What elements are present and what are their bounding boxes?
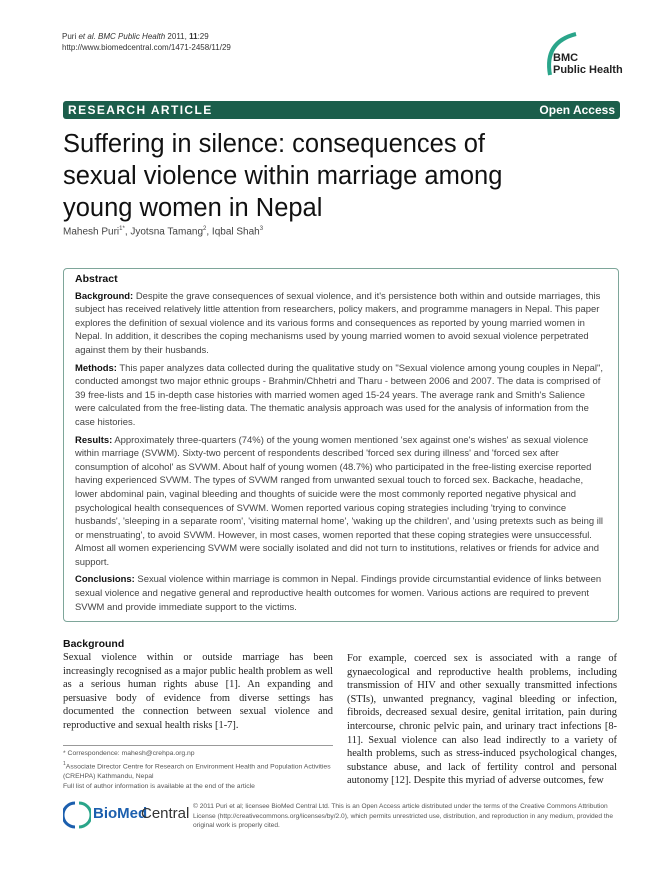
article-type: RESEARCH ARTICLE: [68, 103, 213, 117]
affiliation: $^1$Associate Director Centre for Research on Environment Health and Population Activities (CREHPA) Kathmandu, Nepal: [63, 761, 331, 781]
article-title: Suffering in silence: consequences of sexual violence within marriage among young women in Nepal: [63, 130, 503, 222]
footnotes: [63, 745, 333, 792]
author-list: Mahesh Puri$^{1*}$, Jyotsna Tamang$^2$, Iqbal Shah$^3$: [63, 226, 264, 238]
body-paragraph: For example, coerced sex is associated with a range of gynaecological and reproductive health problems, including transmission of HIV and other sexually transmitted infections (STIs), unwanted pregnancy, vaginal bleeding or infection, fibroids, decreased sexual desire, genital irritation, pain during intercourse, chronic pelvic pain, and urinary tract infections [8-11]. Sexual violence can also lead indirectly to a variety of health problems, such as stress-induced psychological changes, substance abuse, and lack of fertility control and personal autonomy [12]. Despite this myriad of adverse outcomes, few: [347, 653, 617, 787]
running-header: [62, 31, 231, 53]
abstract-results: Results: Approximately three-quarters (74%) of the young women mentioned 'sex against one's wishes' as sexual violence within marriage (SVWM). Sixty-two percent of respondents described 'forced sex during illness' and 'forced sex after consumption of alcohol' as SVWM. About half of young women (48.7%) who participated in the free-listing exercise reported having experienced SVWM. The types of SVWM ranged from unwanted sexual touch to forced sex. Backache, headache, lower abdominal pain, vaginal bleeding and thoughts of suicide were the most commonly reported negative physical and psychological health consequences of SVWM. Women reported various coping strategies including 'trying to convince husbands', 'sleeping in a separate room', 'visiting maternal home', 'waking up the children', and 'using pretexts such as being ill or menstruating', to avoid SVWM. However, in most cases, women reported that these coping strategies were unsuccessful. Almost all women experiencing SVWM were socially isolated and did not turn to institutions, relatives or friends for advice and support.: [75, 434, 604, 568]
journal-logo: BMC Public Health: [540, 30, 625, 85]
abstract-box: [63, 268, 619, 622]
abstract-methods: Methods: This paper analyzes data collected during the qualitative study on "Sexual violence among young couples in Nepal", conducted amongst two major ethnic groups - Brahmin/Chhetri and Tharu - between 2006 and 2007. The data is comprised of 39 free-lists and 15 in-depth case histories with married women aged 15-24 years. The average rank and Smith's Salience were calculated from the free-listing data. The thematic analysis approach was used for the analysis of information from the case histories.: [75, 362, 603, 428]
body-left-column: [63, 638, 333, 733]
citation: Puri et al. BMC Public Health 2011, 11:29: [62, 32, 209, 41]
section-heading: Background: [63, 638, 125, 650]
article-type-banner: [63, 101, 620, 119]
abstract-heading: Abstract: [75, 273, 118, 285]
correspondence[interactable]: * Correspondence: mahesh@crehpa.org.np: [63, 750, 195, 757]
body-right-column: [347, 652, 617, 788]
license-text: © 2011 Puri et al; licensee BioMed Central Ltd. This is an Open Access article distributed under the terms of the Creative Commons Attribution License (http://creativecommons.org/licenses/by/2.0), which permits unrestricted use, distribution, and reproduction in any medium, provided the original work is properly cited.: [193, 803, 614, 829]
abstract-conclusions: Conclusions: Sexual violence within marriage is common in Nepal. Findings provide circumstantial evidence of links between sexual violence and negative general and reproductive health outcomes for women. Various actions are required to prevent SVWM and provide immediate support to the victims.: [75, 574, 602, 613]
biomed-central-logo: BioMed Central: [63, 800, 183, 830]
author-info-note: Full list of author information is available at the end of the article: [63, 783, 255, 791]
open-access-label: Open Access: [539, 103, 615, 117]
circle-logo-icon: [63, 800, 91, 830]
article-url[interactable]: http://www.biomedcentral.com/1471-2458/11/29: [62, 43, 231, 52]
abstract-background: Background: Despite the grave consequences of sexual violence, and it's persistence both within and outside marriages, this subject has received relatively little attention from researchers, policy makers, and programme managers in Nepal. This paper explores the definition of sexual violence and its various forms and consequences as reported by young married women in Nepal. In addition, it describes the coping mechanisms used by young married women to avoid sexual violence perpetrated against them by their husbands.: [75, 290, 601, 356]
body-paragraph: Sexual violence within or outside marriage has been increasingly recognised as a major public health problem as well as a serious human rights abuse [1]. An expanding and persuasive body of evidence from diverse settings has documented the connection between sexual violence and reproductive and sexual health risks [1-7].: [63, 652, 333, 731]
